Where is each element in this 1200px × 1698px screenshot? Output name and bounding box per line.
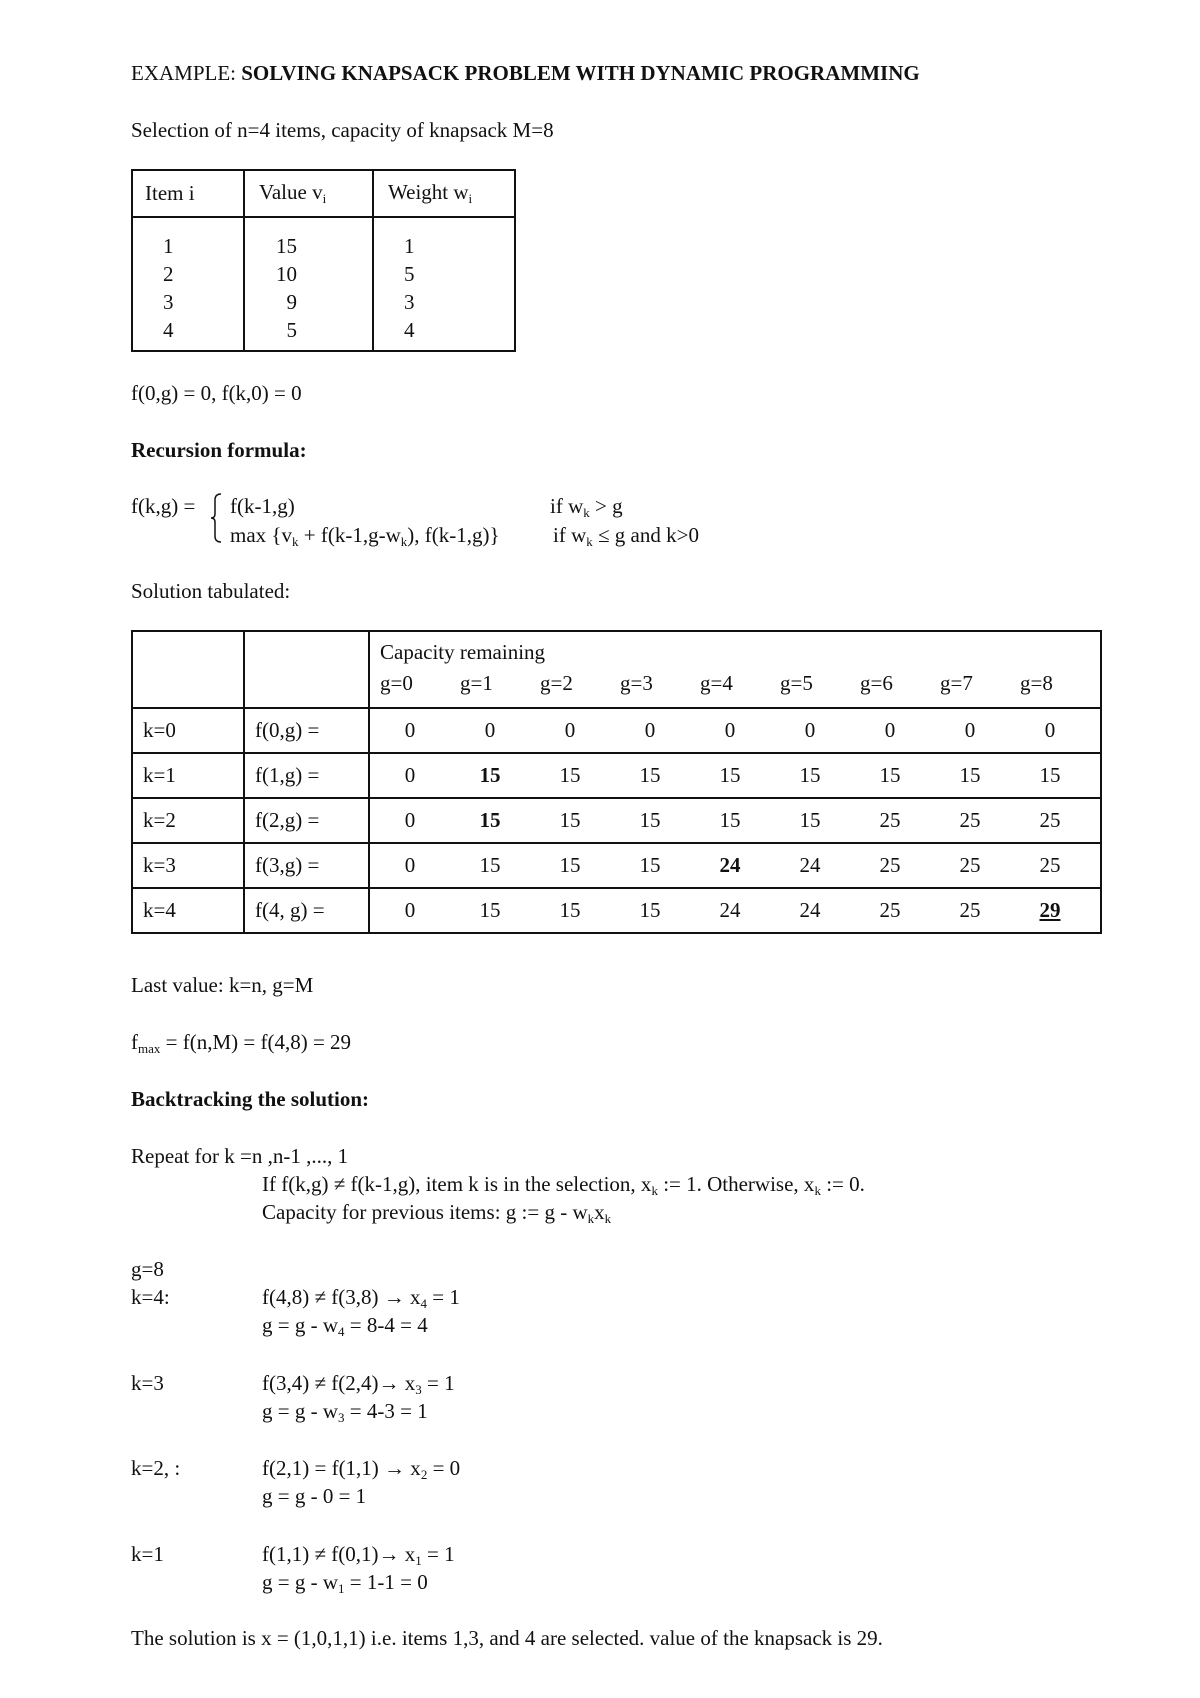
header-weight-sub: i — [468, 191, 473, 206]
case2-b: + f(k-1,g-w — [298, 523, 401, 547]
dp-value-cell: 15 — [479, 898, 501, 922]
step-l1a: f(2,1) = f(1,1) → x — [262, 1456, 421, 1480]
dp-value-cell: 25 — [879, 853, 901, 877]
capacity-header — [369, 631, 1101, 708]
step-l2b: = 1-1 = 0 — [344, 1570, 428, 1594]
cond-text: if w — [553, 523, 587, 547]
fmax-rest: = f(n,M) = f(4,8) = 29 — [160, 1030, 352, 1054]
table-row — [132, 316, 515, 351]
step-l1a: f(4,8) ≠ f(3,8) → x — [262, 1285, 421, 1309]
dp-value-cell: 0 — [644, 718, 656, 742]
recursion-heading-text: Recursion formula: — [131, 438, 307, 462]
dp-value-cell: 15 — [479, 853, 501, 877]
dp-value-cell: 0 — [884, 718, 896, 742]
title-prefix: EXAMPLE: — [131, 61, 242, 85]
step-label: k=2, : — [131, 1456, 181, 1480]
g-header-row — [370, 669, 1100, 696]
intro-text: Selection of n=4 items, capacity of knapsack M=8 — [131, 118, 554, 142]
dp-value-cell: 0 — [484, 718, 496, 742]
value-cell — [244, 316, 373, 351]
step-l2b: = 4-3 = 1 — [344, 1399, 428, 1423]
header-value-label: Value v — [259, 180, 323, 204]
rule2-sub2: k — [604, 1211, 612, 1226]
dp-k-label: k=1 — [132, 753, 244, 798]
step-l2b: = 8-4 = 4 — [344, 1313, 428, 1337]
dp-values — [369, 843, 1101, 888]
step-label: k=3 — [131, 1371, 164, 1395]
dp-value-cell: 25 — [959, 898, 981, 922]
repeat-line: Repeat for k =n ,n-1 ,..., 1 — [131, 1144, 349, 1168]
recursion-case1: f(k-1,g) — [230, 494, 295, 518]
value-cell — [244, 288, 373, 316]
cond-sub: k — [586, 534, 593, 549]
dp-values — [369, 888, 1101, 933]
step-l2sub: 1 — [338, 1581, 345, 1596]
dp-value-cell: 0 — [1044, 718, 1056, 742]
step-l2a: g = g - w — [262, 1399, 339, 1423]
item-cell: 4 — [132, 316, 244, 351]
step-l2a: g = g - w — [262, 1570, 339, 1594]
rule-line-1 — [262, 1172, 865, 1199]
dp-value-cell: 15 — [559, 853, 581, 877]
recursion-case2-cond — [553, 523, 699, 550]
dp-values — [369, 708, 1101, 753]
step-l1sub: 2 — [420, 1467, 428, 1482]
dp-value-cell: 24 — [719, 853, 741, 877]
capacity-title: Capacity remaining — [380, 639, 546, 664]
value-number: 9 — [286, 290, 297, 314]
dp-row — [132, 888, 1101, 933]
dp-k-label: k=3 — [132, 843, 244, 888]
dp-value-cell: 15 — [799, 763, 821, 787]
header-weight-label: Weight w — [388, 180, 469, 204]
g-header: g=3 — [620, 670, 653, 695]
dp-value-cell: 15 — [639, 898, 661, 922]
cond-sub: k — [583, 505, 590, 520]
backtrack-heading-text: Backtracking the solution: — [131, 1087, 370, 1111]
dp-value-cell: 24 — [719, 898, 741, 922]
g-header: g=7 — [940, 670, 973, 695]
items-table — [131, 169, 516, 352]
dp-row — [132, 753, 1101, 798]
step-line-2 — [262, 1570, 428, 1597]
dp-value-cell: 29 — [1039, 898, 1061, 922]
step-line-1 — [262, 1285, 460, 1312]
conclusion: The solution is x = (1,0,1,1) i.e. items 1,3, and 4 are selected. value of the knapsack is 29. — [131, 1626, 883, 1650]
dp-value-row — [370, 718, 1100, 743]
step-l1sub: 3 — [415, 1382, 422, 1397]
dp-value-cell: 0 — [804, 718, 816, 742]
cond-rest: > g — [589, 494, 623, 518]
dp-value-cell: 25 — [959, 808, 981, 832]
step-line-2 — [262, 1313, 428, 1340]
empty-cell — [132, 631, 244, 708]
dp-value-cell: 15 — [559, 763, 581, 787]
g-header: g=8 — [1020, 670, 1053, 695]
dp-f-label: f(3,g) = — [244, 843, 369, 888]
item-cell: 1 — [132, 217, 244, 260]
dp-row — [132, 843, 1101, 888]
item-cell: 3 — [132, 288, 244, 316]
tabulated-label: Solution tabulated: — [131, 579, 291, 603]
weight-cell: 5 — [373, 260, 515, 288]
dp-value-cell: 25 — [1039, 853, 1061, 877]
dp-value-row — [370, 853, 1100, 878]
item-cell: 2 — [132, 260, 244, 288]
dp-value-cell: 15 — [719, 808, 741, 832]
dp-value-cell: 25 — [1039, 808, 1061, 832]
header-value-sub: i — [322, 191, 327, 206]
dp-value-cell: 15 — [959, 763, 981, 787]
g-start: g=8 — [131, 1257, 164, 1281]
case2-a: max {v — [230, 523, 292, 547]
step-line-1 — [262, 1542, 455, 1569]
step-l2a: g = g - w — [262, 1313, 339, 1337]
fmax-sub: max — [138, 1041, 161, 1056]
g-header: g=2 — [540, 670, 573, 695]
step-l1a: f(1,1) ≠ f(0,1)→ x — [262, 1542, 416, 1566]
dp-value-cell: 25 — [879, 808, 901, 832]
step-l1b: = 1 — [421, 1371, 455, 1395]
base-case: f(0,g) = 0, f(k,0) = 0 — [131, 381, 302, 405]
dp-value-cell: 0 — [404, 898, 416, 922]
dp-value-cell: 15 — [639, 808, 661, 832]
dp-value-cell: 25 — [879, 898, 901, 922]
dp-value-cell: 24 — [799, 853, 821, 877]
step-label: k=1 — [131, 1542, 164, 1566]
dp-value-cell: 15 — [719, 763, 741, 787]
dp-value-cell: 0 — [564, 718, 576, 742]
dp-value-cell: 15 — [479, 808, 501, 832]
cond-text: if w — [550, 494, 584, 518]
empty-cell — [244, 631, 369, 708]
rule2-a: Capacity for previous items: g := g - w — [262, 1200, 588, 1224]
step-l1b: = 0 — [427, 1456, 461, 1480]
dp-k-label: k=2 — [132, 798, 244, 843]
rule2-sub1: k — [587, 1211, 595, 1226]
case2-sub2: k — [400, 534, 408, 549]
g-header: g=6 — [860, 670, 893, 695]
table-row — [132, 288, 515, 316]
dp-value-cell: 15 — [879, 763, 901, 787]
fmax-line — [131, 1030, 351, 1057]
g-header: g=0 — [380, 670, 413, 695]
header-item: Item i — [132, 170, 244, 217]
g-header: g=5 — [780, 670, 813, 695]
step-l1b: = 1 — [426, 1285, 460, 1309]
dp-value-cell: 15 — [799, 808, 821, 832]
dp-value-cell: 15 — [479, 763, 501, 787]
dp-value-cell: 0 — [964, 718, 976, 742]
value-number: 15 — [276, 234, 297, 258]
dp-value-cell: 25 — [959, 853, 981, 877]
dp-value-row — [370, 898, 1100, 923]
dp-value-cell: 0 — [404, 808, 416, 832]
weight-cell: 1 — [373, 217, 515, 260]
step-line-2 — [262, 1484, 366, 1511]
dp-value-cell: 15 — [559, 898, 581, 922]
case2-c: ), f(k-1,g)} — [407, 523, 500, 547]
step-line-1 — [262, 1456, 460, 1483]
case2-sub1: k — [292, 534, 299, 549]
dp-value-cell: 15 — [639, 763, 661, 787]
dp-value-cell: 15 — [559, 808, 581, 832]
step-l2sub: 3 — [338, 1410, 345, 1425]
g-header: g=4 — [700, 670, 733, 695]
step-l1sub: 4 — [420, 1296, 427, 1311]
dp-value-row — [370, 763, 1100, 788]
rule1-a: If f(k,g) ≠ f(k-1,g), item k is in the selection, x — [262, 1172, 652, 1196]
table-row — [132, 260, 515, 288]
dp-table — [131, 630, 1102, 934]
dp-values — [369, 798, 1101, 843]
dp-value-cell: 24 — [799, 898, 821, 922]
step-line-2 — [262, 1399, 428, 1426]
step-l1b: = 1 — [421, 1542, 455, 1566]
rule1-c: := 0. — [820, 1172, 865, 1196]
dp-k-label: k=4 — [132, 888, 244, 933]
step-l2sub: 4 — [338, 1324, 345, 1339]
dp-value-cell: 0 — [404, 718, 416, 742]
value-number: 10 — [276, 262, 297, 286]
cond-rest: ≤ g and k>0 — [592, 523, 699, 547]
g-header: g=1 — [460, 670, 493, 695]
step-l2a: g = g - 0 = 1 — [262, 1484, 367, 1508]
weight-cell: 3 — [373, 288, 515, 316]
header-value — [244, 170, 373, 217]
fmax-f: f — [131, 1030, 138, 1054]
dp-value-cell: 0 — [404, 853, 416, 877]
step-label: k=4: — [131, 1285, 170, 1309]
dp-k-label: k=0 — [132, 708, 244, 753]
dp-value-cell: 15 — [1039, 763, 1061, 787]
dp-f-label: f(0,g) = — [244, 708, 369, 753]
backtrack-heading — [131, 1087, 369, 1112]
recursion-heading — [131, 438, 307, 463]
dp-row — [132, 708, 1101, 753]
step-l1a: f(3,4) ≠ f(2,4)→ x — [262, 1371, 416, 1395]
rule1-b: := 1. Otherwise, x — [657, 1172, 815, 1196]
value-cell — [244, 217, 373, 260]
rule-line-2 — [262, 1200, 611, 1227]
dp-value-cell: 0 — [404, 763, 416, 787]
rule1-sub1: k — [651, 1183, 658, 1198]
value-number: 5 — [286, 318, 297, 342]
rule2-x: x — [594, 1200, 605, 1224]
weight-cell: 4 — [373, 316, 515, 351]
title-main: SOLVING KNAPSACK PROBLEM WITH DYNAMIC PROGRAMMING — [241, 61, 920, 85]
dp-value-cell: 0 — [724, 718, 736, 742]
step-line-1 — [262, 1371, 455, 1398]
dp-value-row — [370, 808, 1100, 833]
dp-f-label: f(4, g) = — [244, 888, 369, 933]
brace-icon — [210, 492, 224, 544]
dp-values — [369, 753, 1101, 798]
items-table-header — [132, 170, 515, 217]
header-weight — [373, 170, 515, 217]
rule1-sub2: k — [814, 1183, 821, 1198]
recursion-lhs: f(k,g) = — [131, 494, 196, 518]
recursion-case1-cond — [550, 494, 623, 521]
table-row — [132, 217, 515, 260]
dp-value-cell: 15 — [639, 853, 661, 877]
step-l1sub: 1 — [415, 1553, 422, 1568]
recursion-case2 — [230, 523, 500, 550]
last-value: Last value: k=n, g=M — [131, 973, 314, 997]
dp-f-label: f(1,g) = — [244, 753, 369, 798]
dp-f-label: f(2,g) = — [244, 798, 369, 843]
dp-header-row — [132, 631, 1101, 708]
dp-row — [132, 798, 1101, 843]
value-cell — [244, 260, 373, 288]
page-title — [131, 61, 920, 86]
